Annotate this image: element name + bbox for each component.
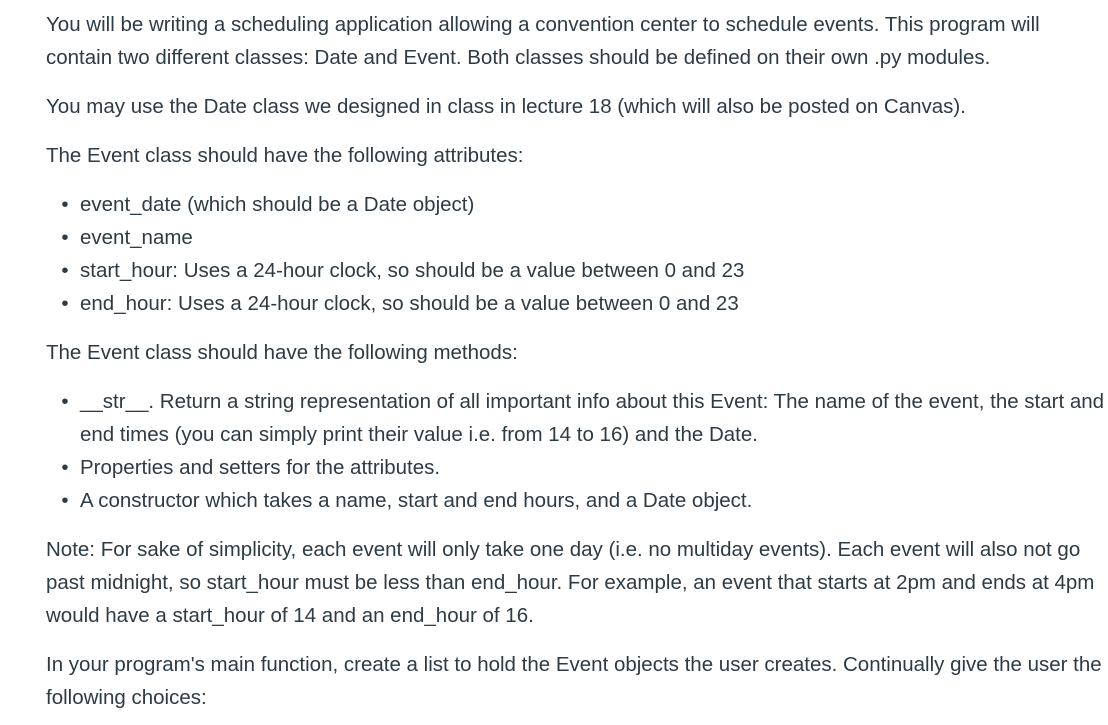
list-item-text: end_hour: Uses a 24-hour clock, so should be a value between 0 and 23 — [80, 292, 739, 315]
list-item-text: A constructor which takes a name, start and end hours, and a Date object. — [80, 489, 753, 512]
bullet-icon: • — [61, 226, 69, 249]
note-paragraph: Note: For sake of simplicity, each event will only take one day (i.e. no multiday events). Each event will also not go past midnight, so start_hour must be less than end_hour. For example, an event that starts at 2pm and ends at 4pm would have a start_hour of 14 and an end_hour of 16. — [46, 538, 1095, 627]
list-item-text: start_hour: Uses a 24-hour clock, so should be a value between 0 and 23 — [80, 259, 745, 282]
list-item-text: __str__. Return a string representation of all important info about this Event: The name of the event, the start and end times (you can simply print their value i.e. from 14 to 16) and the Date. — [80, 390, 1105, 446]
bullet-icon: • — [61, 259, 69, 282]
methods-heading: The Event class should have the following methods: — [46, 341, 518, 364]
attributes-list — [46, 188, 1108, 320]
main-function-paragraph: In your program's main function, create a list to hold the Event objects the user creates. Continually give the user the following choices: — [46, 653, 1102, 709]
list-item — [61, 451, 1108, 484]
date-class-paragraph: You may use the Date class we designed in class in lecture 18 (which will also be posted on Canvas). — [46, 95, 966, 118]
list-item — [61, 484, 1108, 517]
attributes-heading: The Event class should have the following attributes: — [46, 144, 524, 167]
list-item — [61, 188, 1108, 221]
bullet-icon: • — [61, 193, 69, 216]
list-item — [61, 221, 1108, 254]
assignment-content — [46, 8, 1108, 714]
list-item — [61, 385, 1108, 451]
methods-list — [46, 385, 1108, 517]
list-item-text: event_date (which should be a Date object) — [80, 193, 475, 216]
list-item-text: event_name — [80, 226, 193, 249]
bullet-icon: • — [61, 456, 69, 479]
bullet-icon: • — [61, 489, 69, 512]
bullet-icon: • — [61, 390, 69, 413]
bullet-icon: • — [61, 292, 69, 315]
intro-paragraph: You will be writing a scheduling application allowing a convention center to schedule events. This program will contain two different classes: Date and Event. Both classes should be defined on their own .py modules. — [46, 13, 1040, 69]
list-item-text: Properties and setters for the attributes. — [80, 456, 441, 479]
list-item — [61, 287, 1108, 320]
list-item — [61, 254, 1108, 287]
